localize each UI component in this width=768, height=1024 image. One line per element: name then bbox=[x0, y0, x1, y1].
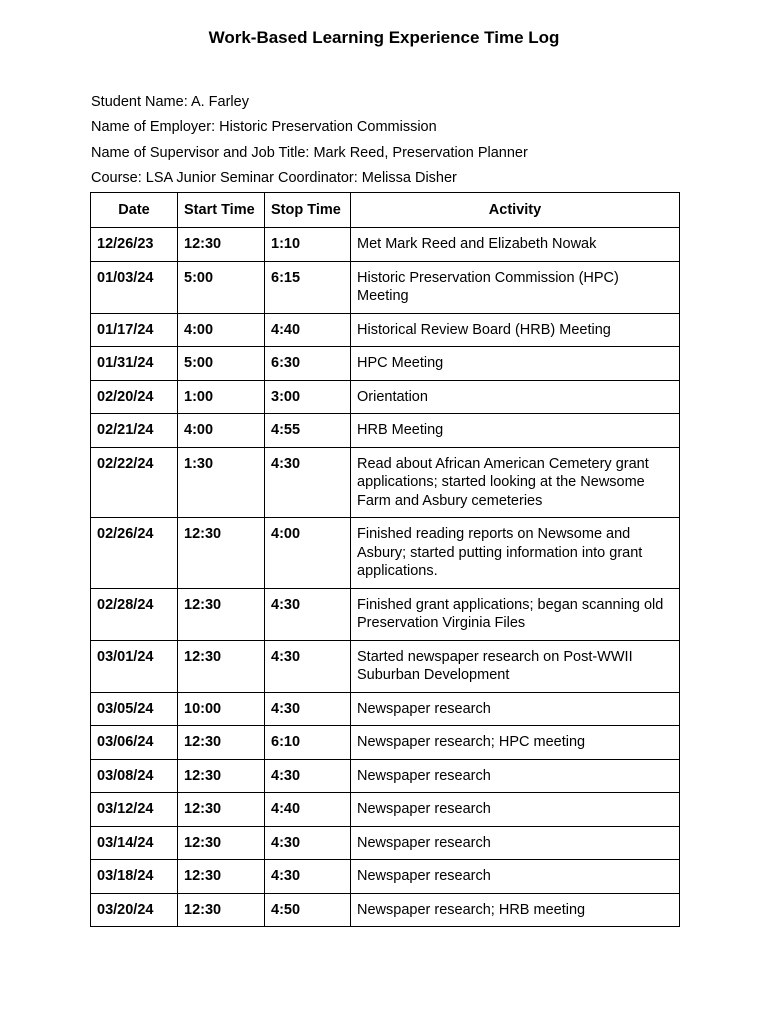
cell-date: 03/14/24 bbox=[91, 826, 178, 860]
cell-start-time: 12:30 bbox=[178, 860, 265, 894]
cell-start-time: 5:00 bbox=[178, 261, 265, 313]
table-row bbox=[91, 640, 680, 692]
table-row bbox=[91, 588, 680, 640]
cell-activity: Newspaper research bbox=[351, 759, 680, 793]
header-date: Date bbox=[91, 193, 178, 228]
cell-activity: HPC Meeting bbox=[351, 347, 680, 381]
cell-stop-time: 4:30 bbox=[265, 692, 351, 726]
cell-activity: Started newspaper research on Post-WWII Suburban Development bbox=[351, 640, 680, 692]
cell-stop-time: 4:50 bbox=[265, 893, 351, 927]
table-row bbox=[91, 692, 680, 726]
cell-date: 03/18/24 bbox=[91, 860, 178, 894]
cell-date: 02/20/24 bbox=[91, 380, 178, 414]
cell-start-time: 5:00 bbox=[178, 347, 265, 381]
cell-activity: Finished reading reports on Newsome and Asbury; started putting information into grant applications. bbox=[351, 518, 680, 589]
cell-stop-time: 4:30 bbox=[265, 447, 351, 518]
cell-start-time: 12:30 bbox=[178, 793, 265, 827]
cell-date: 01/17/24 bbox=[91, 313, 178, 347]
cell-date: 03/05/24 bbox=[91, 692, 178, 726]
cell-date: 12/26/23 bbox=[91, 228, 178, 262]
cell-stop-time: 4:55 bbox=[265, 414, 351, 448]
cell-start-time: 12:30 bbox=[178, 228, 265, 262]
cell-start-time: 12:30 bbox=[178, 893, 265, 927]
cell-activity: Read about African American Cemetery grant applications; started looking at the Newsome Farm and Asbury cemeteries bbox=[351, 447, 680, 518]
cell-date: 02/28/24 bbox=[91, 588, 178, 640]
cell-start-time: 1:00 bbox=[178, 380, 265, 414]
cell-start-time: 4:00 bbox=[178, 414, 265, 448]
table-row bbox=[91, 793, 680, 827]
employer-name: Name of Employer: Historic Preservation Commission bbox=[91, 119, 437, 136]
cell-stop-time: 4:30 bbox=[265, 588, 351, 640]
table-row bbox=[91, 380, 680, 414]
cell-stop-time: 4:40 bbox=[265, 793, 351, 827]
cell-activity: Historic Preservation Commission (HPC) Meeting bbox=[351, 261, 680, 313]
cell-date: 03/12/24 bbox=[91, 793, 178, 827]
cell-activity: Orientation bbox=[351, 380, 680, 414]
cell-start-time: 12:30 bbox=[178, 588, 265, 640]
cell-start-time: 12:30 bbox=[178, 826, 265, 860]
cell-stop-time: 6:15 bbox=[265, 261, 351, 313]
cell-date: 02/21/24 bbox=[91, 414, 178, 448]
cell-stop-time: 4:30 bbox=[265, 759, 351, 793]
student-info bbox=[91, 90, 528, 191]
cell-activity: Met Mark Reed and Elizabeth Nowak bbox=[351, 228, 680, 262]
table-row bbox=[91, 261, 680, 313]
cell-stop-time: 4:30 bbox=[265, 860, 351, 894]
table-row bbox=[91, 860, 680, 894]
table-row bbox=[91, 313, 680, 347]
cell-activity: Newspaper research bbox=[351, 692, 680, 726]
cell-date: 03/08/24 bbox=[91, 759, 178, 793]
cell-date: 01/03/24 bbox=[91, 261, 178, 313]
table-row bbox=[91, 228, 680, 262]
course-info: Course: LSA Junior Seminar Coordinator: Melissa Disher bbox=[91, 169, 457, 186]
cell-stop-time: 3:00 bbox=[265, 380, 351, 414]
cell-activity: Newspaper research; HRB meeting bbox=[351, 893, 680, 927]
table-row bbox=[91, 826, 680, 860]
cell-start-time: 10:00 bbox=[178, 692, 265, 726]
cell-activity: Newspaper research bbox=[351, 826, 680, 860]
time-log-table bbox=[90, 192, 680, 927]
cell-date: 01/31/24 bbox=[91, 347, 178, 381]
cell-stop-time: 6:30 bbox=[265, 347, 351, 381]
cell-date: 03/01/24 bbox=[91, 640, 178, 692]
cell-start-time: 12:30 bbox=[178, 759, 265, 793]
cell-activity: HRB Meeting bbox=[351, 414, 680, 448]
table-row bbox=[91, 726, 680, 760]
cell-start-time: 1:30 bbox=[178, 447, 265, 518]
cell-stop-time: 4:40 bbox=[265, 313, 351, 347]
table-row bbox=[91, 893, 680, 927]
header-start-time: Start Time bbox=[178, 193, 265, 228]
cell-stop-time: 6:10 bbox=[265, 726, 351, 760]
cell-stop-time: 1:10 bbox=[265, 228, 351, 262]
cell-date: 03/20/24 bbox=[91, 893, 178, 927]
header-activity: Activity bbox=[351, 193, 680, 228]
cell-activity: Historical Review Board (HRB) Meeting bbox=[351, 313, 680, 347]
cell-date: 03/06/24 bbox=[91, 726, 178, 760]
student-name: Student Name: A. Farley bbox=[91, 94, 249, 110]
page-title: Work-Based Learning Experience Time Log bbox=[208, 28, 560, 47]
cell-start-time: 12:30 bbox=[178, 518, 265, 589]
table-row bbox=[91, 447, 680, 518]
cell-activity: Finished grant applications; began scanning old Preservation Virginia Files bbox=[351, 588, 680, 640]
cell-activity: Newspaper research bbox=[351, 793, 680, 827]
cell-activity: Newspaper research bbox=[351, 860, 680, 894]
header-stop-time: Stop Time bbox=[265, 193, 351, 228]
table-header-row bbox=[91, 193, 680, 228]
table-row bbox=[91, 759, 680, 793]
table-row bbox=[91, 347, 680, 381]
cell-stop-time: 4:30 bbox=[265, 640, 351, 692]
cell-date: 02/26/24 bbox=[91, 518, 178, 589]
supervisor-name: Name of Supervisor and Job Title: Mark Reed, Preservation Planner bbox=[91, 144, 528, 161]
cell-activity: Newspaper research; HPC meeting bbox=[351, 726, 680, 760]
cell-stop-time: 4:00 bbox=[265, 518, 351, 589]
cell-start-time: 12:30 bbox=[178, 726, 265, 760]
cell-start-time: 12:30 bbox=[178, 640, 265, 692]
table-row bbox=[91, 414, 680, 448]
cell-date: 02/22/24 bbox=[91, 447, 178, 518]
cell-start-time: 4:00 bbox=[178, 313, 265, 347]
table-row bbox=[91, 518, 680, 589]
cell-stop-time: 4:30 bbox=[265, 826, 351, 860]
